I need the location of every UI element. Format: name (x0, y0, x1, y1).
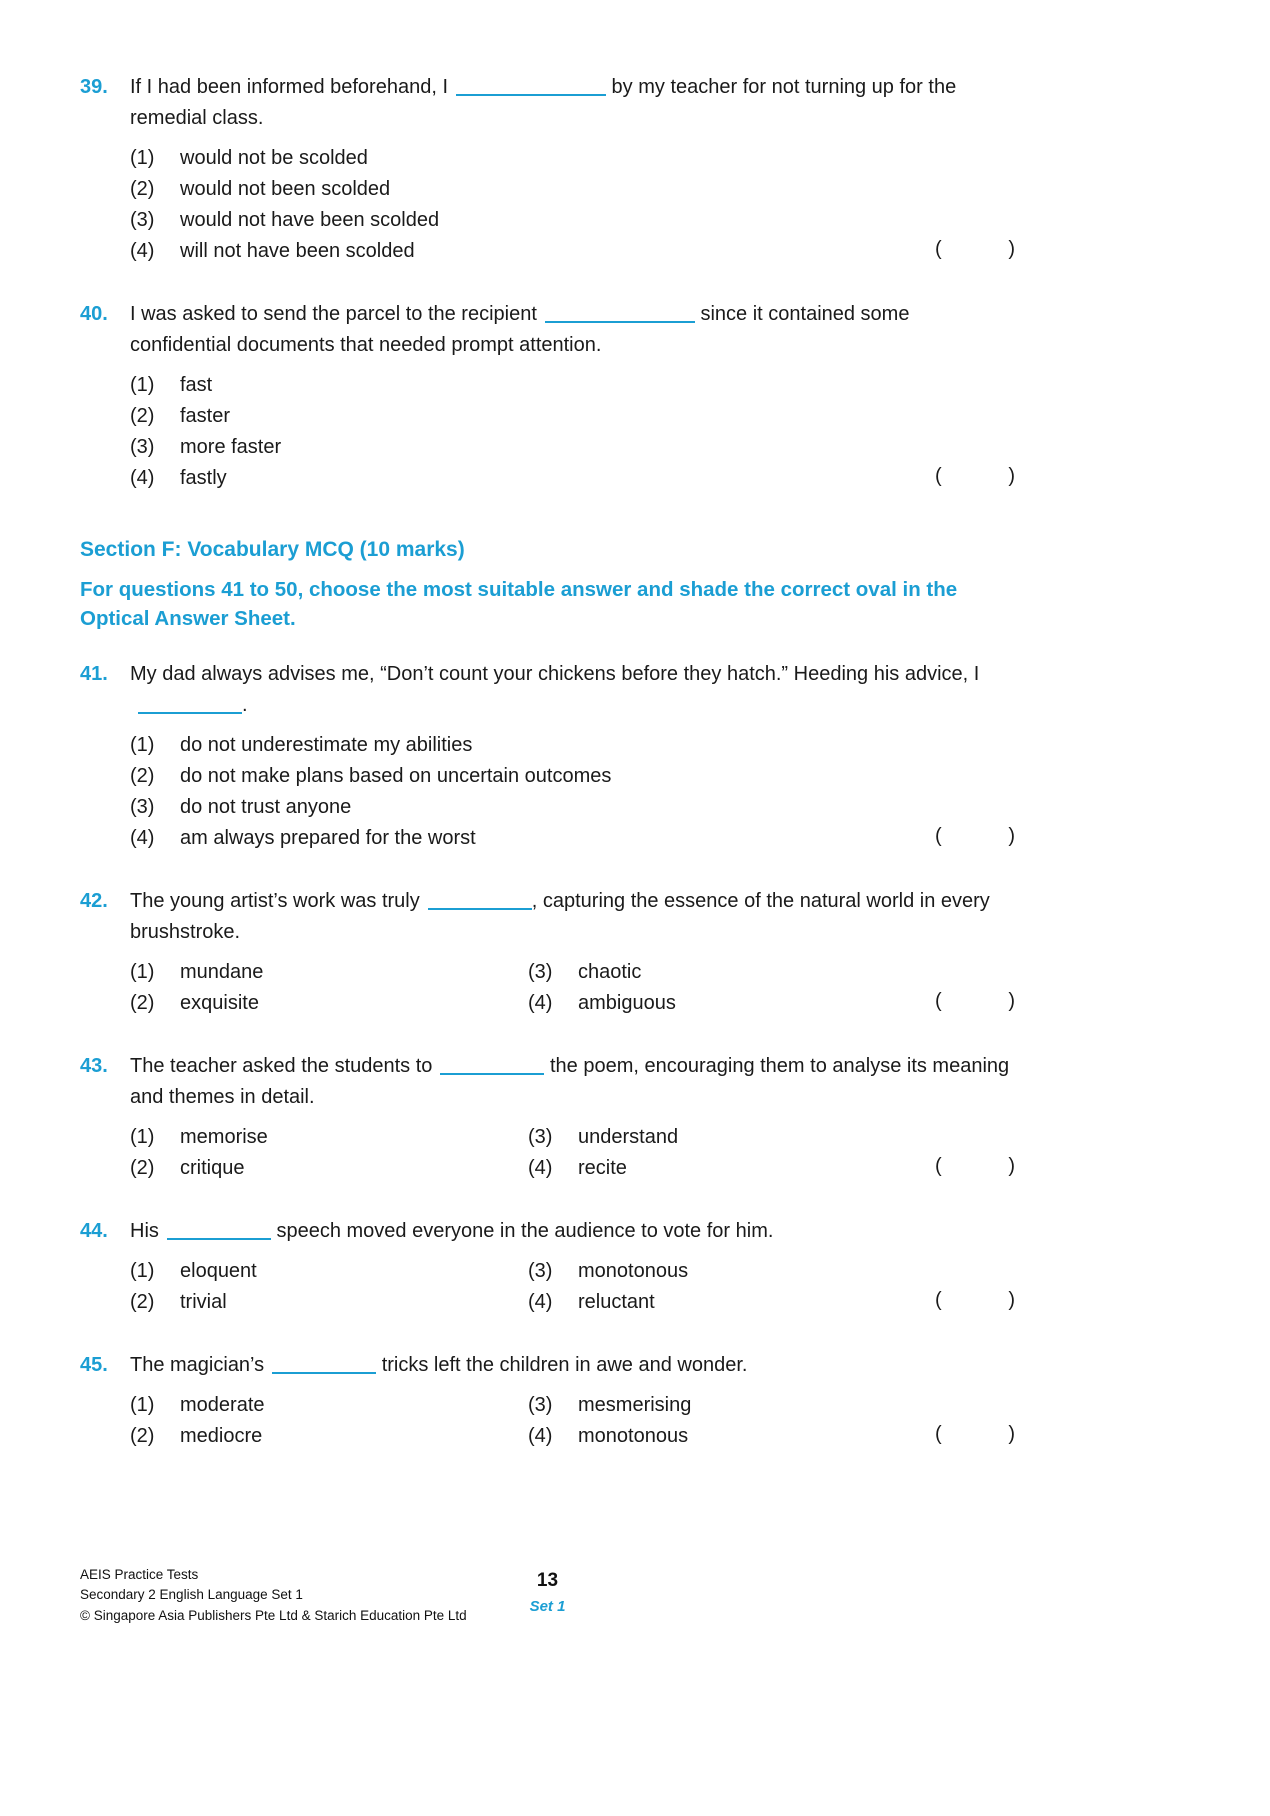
option-number: (4) (130, 240, 155, 262)
option-label: critique (180, 1157, 245, 1180)
question-text (130, 1216, 1015, 1247)
question-40 (80, 299, 1015, 494)
question-number: 45. (80, 1354, 108, 1377)
question-number: 40. (80, 303, 108, 325)
option (130, 370, 1015, 401)
question-body (130, 299, 1015, 494)
option-number: (4) (528, 1157, 553, 1180)
option (130, 1390, 528, 1421)
page-footer (80, 1565, 1015, 1635)
option-label: chaotic (578, 961, 642, 984)
option (130, 463, 1015, 494)
option-number: (1) (130, 1126, 155, 1149)
option (130, 1122, 528, 1153)
option-label: do not make plans based on uncertain outcomes (180, 765, 612, 788)
option-label: mediocre (180, 1425, 263, 1448)
footer-copyright: © Singapore Asia Publishers Pte Ltd & Starich Education Pte Ltd (80, 1607, 467, 1623)
option-label: moderate (180, 1394, 265, 1417)
option (528, 957, 1015, 988)
options-list (130, 1256, 1015, 1318)
answer-bracket-close: ) (1008, 825, 1015, 848)
question-45 (80, 1350, 1015, 1452)
option-label: memorise (180, 1126, 268, 1149)
option (528, 1256, 1015, 1287)
option-number: (2) (130, 1425, 155, 1448)
option-label: fast (180, 374, 213, 396)
question-text-post: speech moved everyone in the audience to vote for him. (270, 1220, 774, 1243)
options-list (130, 730, 1015, 854)
section-title: Section F: Vocabulary MCQ (10 marks) (80, 538, 465, 561)
option-number: (1) (130, 374, 155, 396)
question-number: 44. (80, 1220, 108, 1243)
answer-blank (428, 890, 532, 910)
option (130, 761, 1015, 792)
option (130, 432, 1015, 463)
question-text-post: the poem, encouraging them to analyse its meaning and themes in detail. (130, 1055, 1010, 1109)
answer-bracket-open: ( (935, 238, 942, 260)
answer-bracket (935, 234, 1015, 265)
answer-bracket (935, 1419, 1015, 1450)
question-text-pre: The young artist’s work was truly (130, 890, 420, 913)
option-number: (3) (528, 961, 553, 984)
option-label: mundane (180, 961, 264, 984)
option (130, 401, 1015, 432)
option-number: (2) (130, 178, 155, 200)
question-text-post: , capturing the essence of the natural world in every brushstroke. (130, 890, 990, 944)
page-number-block (80, 1570, 1015, 1615)
answer-bracket-close: ) (1008, 1423, 1015, 1446)
option-number: (4) (528, 1291, 553, 1314)
answer-bracket-open: ( (935, 990, 942, 1013)
option-number: (2) (130, 405, 155, 427)
answer-bracket-close: ) (1008, 990, 1015, 1013)
option-label: understand (578, 1126, 679, 1149)
option-label: would not have been scolded (180, 209, 440, 231)
question-text-pre: The teacher asked the students to (130, 1055, 433, 1078)
question-text (130, 659, 1015, 721)
option-label: faster (180, 405, 231, 427)
question-text-post: by my teacher for not turning up for the remedial class. (130, 76, 957, 129)
question-text-post: since it contained some confidential documents that needed prompt attention. (130, 303, 910, 356)
option-number: (1) (130, 1394, 155, 1417)
answer-bracket-close: ) (1008, 465, 1015, 487)
question-text-pre: The magician’s (130, 1354, 265, 1377)
footer-series-title: AEIS Practice Tests (80, 1567, 199, 1582)
question-text (130, 1350, 1015, 1381)
option (130, 988, 528, 1019)
options-list (130, 143, 1015, 267)
answer-bracket-close: ) (1008, 1155, 1015, 1178)
option-label: would not been scolded (180, 178, 391, 200)
answer-blank (138, 694, 242, 714)
section-instructions: For questions 41 to 50, choose the most suitable answer and shade the correct oval in the Optical Answer Sheet. (80, 578, 958, 630)
option-number: (1) (130, 147, 155, 169)
option (130, 1153, 528, 1184)
options-list (130, 1122, 1015, 1184)
option-number: (1) (130, 1260, 155, 1283)
option (130, 957, 528, 988)
answer-blank (545, 303, 695, 323)
answer-bracket-open: ( (935, 1289, 942, 1312)
question-text (130, 1051, 1015, 1113)
option (130, 174, 1015, 205)
answer-bracket-open: ( (935, 1423, 942, 1446)
option-label: am always prepared for the worst (180, 827, 476, 850)
question-43 (80, 1051, 1015, 1184)
question-text-pre: I was asked to send the parcel to the recipient (130, 303, 537, 325)
question-number: 41. (80, 663, 108, 686)
option (130, 236, 1015, 267)
option-label: monotonous (578, 1425, 689, 1448)
option (130, 792, 1015, 823)
set-label: Set 1 (529, 1598, 566, 1615)
option-number: (1) (130, 734, 155, 757)
option-number: (3) (528, 1126, 553, 1149)
option-number: (2) (130, 992, 155, 1015)
option-number: (2) (130, 1291, 155, 1314)
answer-bracket (935, 986, 1015, 1017)
page (80, 72, 1015, 1484)
option-label: will not have been scolded (180, 240, 415, 262)
question-body (130, 72, 1015, 267)
options-list (130, 957, 1015, 1019)
question-text-post: tricks left the children in awe and wonder. (376, 1354, 748, 1377)
option-label: recite (578, 1157, 627, 1180)
option-number: (3) (130, 796, 155, 819)
question-text (130, 299, 1015, 361)
option-label: reluctant (578, 1291, 655, 1314)
answer-bracket-open: ( (935, 1155, 942, 1178)
question-text-post: . (242, 694, 248, 717)
question-number: 39. (80, 76, 108, 98)
option-label: do not underestimate my abilities (180, 734, 473, 757)
option (130, 205, 1015, 236)
answer-blank (167, 1220, 271, 1240)
option (130, 1256, 528, 1287)
option-number: (4) (130, 827, 155, 850)
question-text (130, 72, 1015, 134)
question-body (130, 1350, 1015, 1452)
option-label: do not trust anyone (180, 796, 352, 819)
question-text (130, 886, 1015, 948)
option (528, 1390, 1015, 1421)
option (130, 730, 1015, 761)
option-label: fastly (180, 467, 227, 489)
option-number: (1) (130, 961, 155, 984)
question-body (130, 886, 1015, 1019)
question-42 (80, 886, 1015, 1019)
option-label: eloquent (180, 1260, 257, 1283)
option-number: (3) (130, 436, 155, 458)
option-label: mesmerising (578, 1394, 692, 1417)
option (130, 143, 1015, 174)
answer-bracket-close: ) (1008, 1289, 1015, 1312)
question-body (130, 1051, 1015, 1184)
option (130, 823, 1015, 854)
answer-bracket-open: ( (935, 465, 942, 487)
option-number: (2) (130, 1157, 155, 1180)
footer-book-title: Secondary 2 English Language Set 1 (80, 1587, 303, 1603)
question-text-pre: If I had been informed beforehand, I (130, 76, 448, 98)
options-list (130, 1390, 1015, 1452)
option-number: (4) (130, 467, 155, 489)
option-number: (3) (528, 1394, 553, 1417)
answer-bracket-close: ) (1008, 238, 1015, 260)
question-body (130, 1216, 1015, 1318)
option-label: trivial (180, 1291, 227, 1314)
question-text-pre: His (130, 1220, 159, 1243)
answer-blank (456, 76, 606, 96)
answer-bracket (935, 461, 1015, 492)
option (528, 1122, 1015, 1153)
answer-bracket (935, 821, 1015, 852)
question-body (130, 659, 1015, 854)
option (130, 1287, 528, 1318)
answer-blank (272, 1354, 376, 1374)
answer-bracket (935, 1151, 1015, 1182)
option-label: would not be scolded (180, 147, 368, 169)
question-number: 42. (80, 890, 108, 913)
option-number: (3) (528, 1260, 553, 1283)
option (130, 1421, 528, 1452)
option-number: (2) (130, 765, 155, 788)
question-number: 43. (80, 1055, 108, 1078)
answer-bracket (935, 1285, 1015, 1316)
option-label: more faster (180, 436, 282, 458)
option-label: ambiguous (578, 992, 676, 1015)
question-text-pre: My dad always advises me, “Don’t count your chickens before they hatch.” Heeding his advice, I (130, 663, 980, 686)
option-number: (4) (528, 992, 553, 1015)
option-number: (4) (528, 1425, 553, 1448)
question-39 (80, 72, 1015, 267)
options-list (130, 370, 1015, 494)
page-number: 13 (536, 1570, 559, 1591)
question-41 (80, 659, 1015, 854)
answer-bracket-open: ( (935, 825, 942, 848)
option-number: (3) (130, 209, 155, 231)
option-label: monotonous (578, 1260, 689, 1283)
question-44 (80, 1216, 1015, 1318)
option-label: exquisite (180, 992, 259, 1015)
answer-blank (440, 1055, 544, 1075)
